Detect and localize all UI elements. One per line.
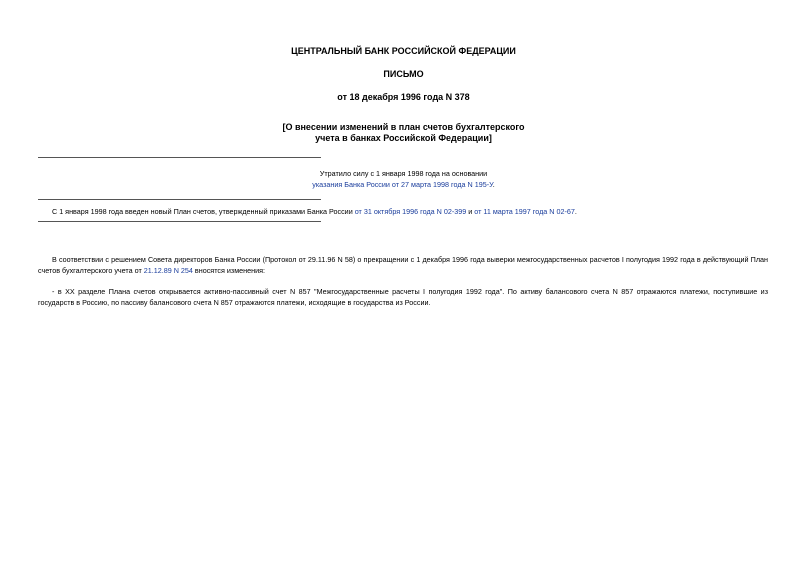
order-link-2[interactable]: от 11 марта 1997 года N 02-67 bbox=[474, 207, 575, 216]
issuer-title: ЦЕНТРАЛЬНЫЙ БАНК РОССИЙСКОЙ ФЕДЕРАЦИИ bbox=[291, 46, 516, 56]
new-plan-text: С 1 января 1998 года введен новый План счетов, утвержденный приказами Банка России bbox=[52, 207, 355, 216]
new-plan-note bbox=[52, 206, 792, 217]
subject-line-1: [О внесении изменений в план счетов бухгалтерского bbox=[282, 122, 525, 132]
divider bbox=[38, 157, 321, 158]
expired-note-line-2 bbox=[0, 179, 807, 190]
subject-line-2: учета в банках Российской Федерации] bbox=[315, 133, 492, 143]
paragraph-1-text: В соответствии с решением Совета директоров Банка России (Протокол от 29.11.96 N 58) о прекращении с 1 декабря 1996 года выверки межгосударственных расчетов I полугодия 1992 года в действующий План счетов бухгалтерского учета от bbox=[38, 255, 768, 275]
expired-reference-link[interactable]: указания Банка России от 27 марта 1998 года N 195-У bbox=[312, 180, 493, 189]
expired-note-end: . bbox=[492, 180, 495, 189]
document-date: от 18 декабря 1996 года N 378 bbox=[337, 92, 470, 102]
order-link-1[interactable]: от 31 октября 1996 года N 02-399 bbox=[354, 207, 467, 216]
document-type: ПИСЬМО bbox=[383, 69, 424, 79]
divider bbox=[38, 199, 321, 200]
divider bbox=[38, 221, 321, 222]
plan-reference-link[interactable]: 21.12.89 N 254 bbox=[143, 266, 193, 275]
body-paragraph-1 bbox=[38, 254, 768, 276]
paragraph-1-end: вносятся изменения: bbox=[192, 266, 265, 275]
expired-note-line-1: Утратило силу с 1 января 1998 года на основании bbox=[319, 169, 488, 178]
body-paragraph-2: - в XX разделе Плана счетов открывается активно-пассивный счет N 857 "Межгосударственные расчеты I полугодия 1992 года". По активу балансового счета N 857 отражаются платежи, поступившие из государств в Россию, по пассиву балансового счета N 857 отражаются платежи, исходящие в государства из России. bbox=[38, 287, 768, 307]
new-plan-end: . bbox=[574, 207, 577, 216]
new-plan-and: и bbox=[466, 207, 475, 216]
